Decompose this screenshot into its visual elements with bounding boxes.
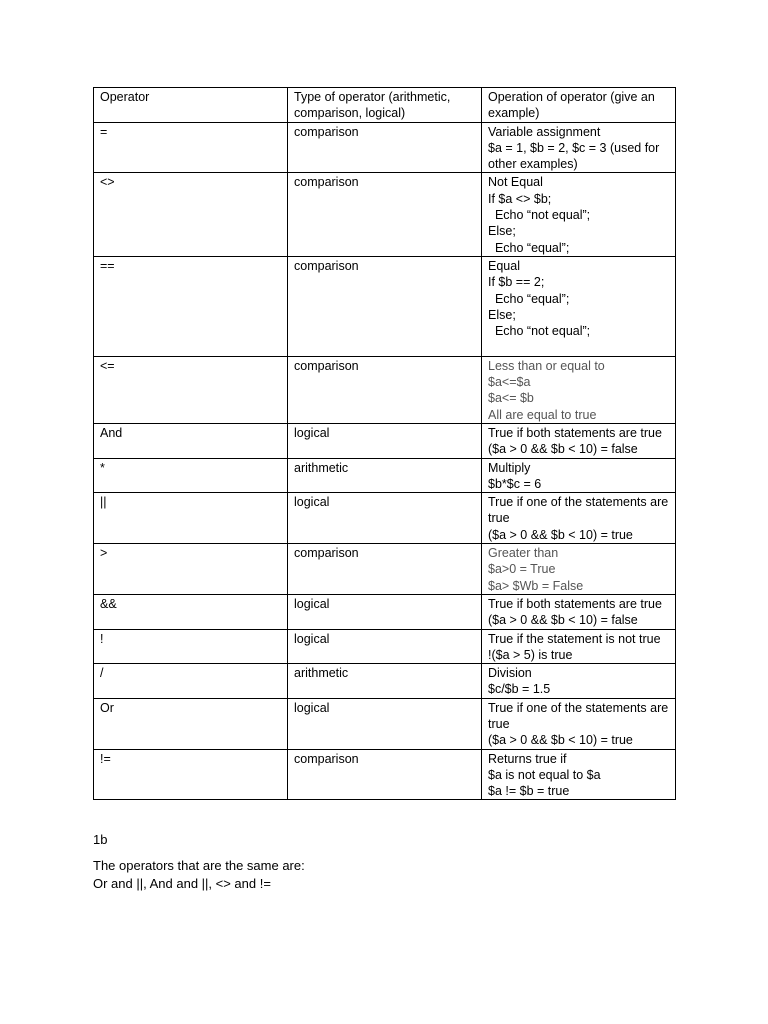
operation-cell — [482, 664, 676, 699]
type-cell: logical — [288, 698, 482, 749]
type-cell: comparison — [288, 356, 482, 423]
operation-line: True if one of the statements are true — [488, 495, 672, 526]
operation-cell — [482, 594, 676, 629]
type-cell: logical — [288, 423, 482, 458]
operator-cell: || — [94, 493, 288, 544]
header-operator: Operator — [94, 88, 288, 123]
table-row — [94, 594, 676, 629]
summary-line-2: Or and ||, And and ||, <> and != — [93, 876, 271, 891]
type-cell: comparison — [288, 122, 482, 173]
operation-line: !($a > 5) is true — [488, 647, 573, 662]
operation-line: Variable assignment — [488, 124, 601, 139]
table-row — [94, 458, 676, 493]
table-row — [94, 356, 676, 423]
operation-cell — [482, 698, 676, 749]
operation-line — [488, 339, 669, 355]
operation-line: True if both statements are true — [488, 425, 662, 440]
operation-cell — [482, 122, 676, 173]
operation-line: $c/$b = 1.5 — [488, 682, 551, 697]
operation-line: $a is not equal to $a — [488, 767, 601, 782]
operation-line: $a = 1, $b = 2, $c = 3 (used for other examples) — [488, 140, 663, 172]
operation-line: If $b == 2; — [488, 275, 545, 290]
operation-line: $b*$c = 6 — [488, 476, 542, 491]
operator-cell: > — [94, 544, 288, 595]
table-header-row — [94, 88, 676, 123]
operation-line: $a>0 = True — [488, 562, 556, 577]
operation-line: Echo “equal”; — [488, 240, 570, 255]
operation-line: Echo “equal”; — [488, 291, 570, 306]
header-operation: Operation of operator (give an example) — [482, 88, 676, 123]
operator-cell: = — [94, 122, 288, 173]
type-cell: comparison — [288, 749, 482, 800]
operation-cell — [482, 493, 676, 544]
type-cell: logical — [288, 594, 482, 629]
type-cell: arithmetic — [288, 664, 482, 699]
table-row — [94, 749, 676, 800]
operation-line: True if both statements are true — [488, 596, 662, 611]
section-label: 1b — [93, 832, 108, 847]
operation-line: Echo “not equal”; — [488, 324, 591, 339]
operation-line: $a<=$a — [488, 375, 531, 390]
operation-line: Else; — [488, 224, 516, 239]
operation-line: Multiply — [488, 460, 531, 475]
type-cell: logical — [288, 629, 482, 664]
operator-cell: * — [94, 458, 288, 493]
operator-cell: And — [94, 423, 288, 458]
operation-line: ($a > 0 && $b < 10) = false — [488, 442, 638, 457]
table-row — [94, 493, 676, 544]
operator-cell: ! — [94, 629, 288, 664]
operation-line: Division — [488, 666, 532, 681]
operators-table-body — [94, 88, 676, 800]
operation-line: ($a > 0 && $b < 10) = true — [488, 527, 633, 542]
operator-cell: == — [94, 256, 288, 356]
operation-line: True if one of the statements are true — [488, 700, 672, 731]
table-row — [94, 256, 676, 356]
table-row — [94, 122, 676, 173]
type-cell: comparison — [288, 544, 482, 595]
operation-cell — [482, 423, 676, 458]
table-row — [94, 629, 676, 664]
type-cell: comparison — [288, 173, 482, 256]
type-cell: logical — [288, 493, 482, 544]
operation-cell — [482, 749, 676, 800]
operator-cell: && — [94, 594, 288, 629]
table-row — [94, 423, 676, 458]
operation-cell — [482, 458, 676, 493]
operation-line: ($a > 0 && $b < 10) = true — [488, 733, 633, 748]
operation-cell — [482, 173, 676, 256]
type-cell: comparison — [288, 256, 482, 356]
operation-line: $a> $Wb = False — [488, 578, 584, 593]
operation-cell — [482, 544, 676, 595]
operation-cell — [482, 629, 676, 664]
table-row — [94, 544, 676, 595]
operation-line: $a<= $b — [488, 391, 534, 406]
type-cell: arithmetic — [288, 458, 482, 493]
operation-line: Else; — [488, 307, 516, 322]
operator-cell: <> — [94, 173, 288, 256]
operation-line: Less than or equal to — [488, 358, 605, 373]
operation-line: Echo “not equal”; — [488, 208, 591, 223]
table-row — [94, 173, 676, 256]
table-row — [94, 664, 676, 699]
operation-line: ($a > 0 && $b < 10) = false — [488, 613, 638, 628]
header-type: Type of operator (arithmetic, comparison, logical) — [288, 88, 482, 123]
operation-line: All are equal to true — [488, 407, 597, 422]
operation-line: Returns true if — [488, 751, 567, 766]
operation-line: Not Equal — [488, 175, 543, 190]
operator-cell: Or — [94, 698, 288, 749]
summary-line-1: The operators that are the same are: — [93, 858, 305, 873]
operator-cell: / — [94, 664, 288, 699]
operator-cell: <= — [94, 356, 288, 423]
table-row — [94, 698, 676, 749]
operation-cell — [482, 356, 676, 423]
operators-table — [93, 87, 676, 800]
operation-line: Equal — [488, 258, 520, 273]
operation-line: True if the statement is not true — [488, 631, 661, 646]
operation-line: If $a <> $b; — [488, 191, 552, 206]
operator-cell: != — [94, 749, 288, 800]
operation-line: Greater than — [488, 546, 559, 561]
operation-line: $a != $b = true — [488, 784, 570, 799]
operation-cell — [482, 256, 676, 356]
